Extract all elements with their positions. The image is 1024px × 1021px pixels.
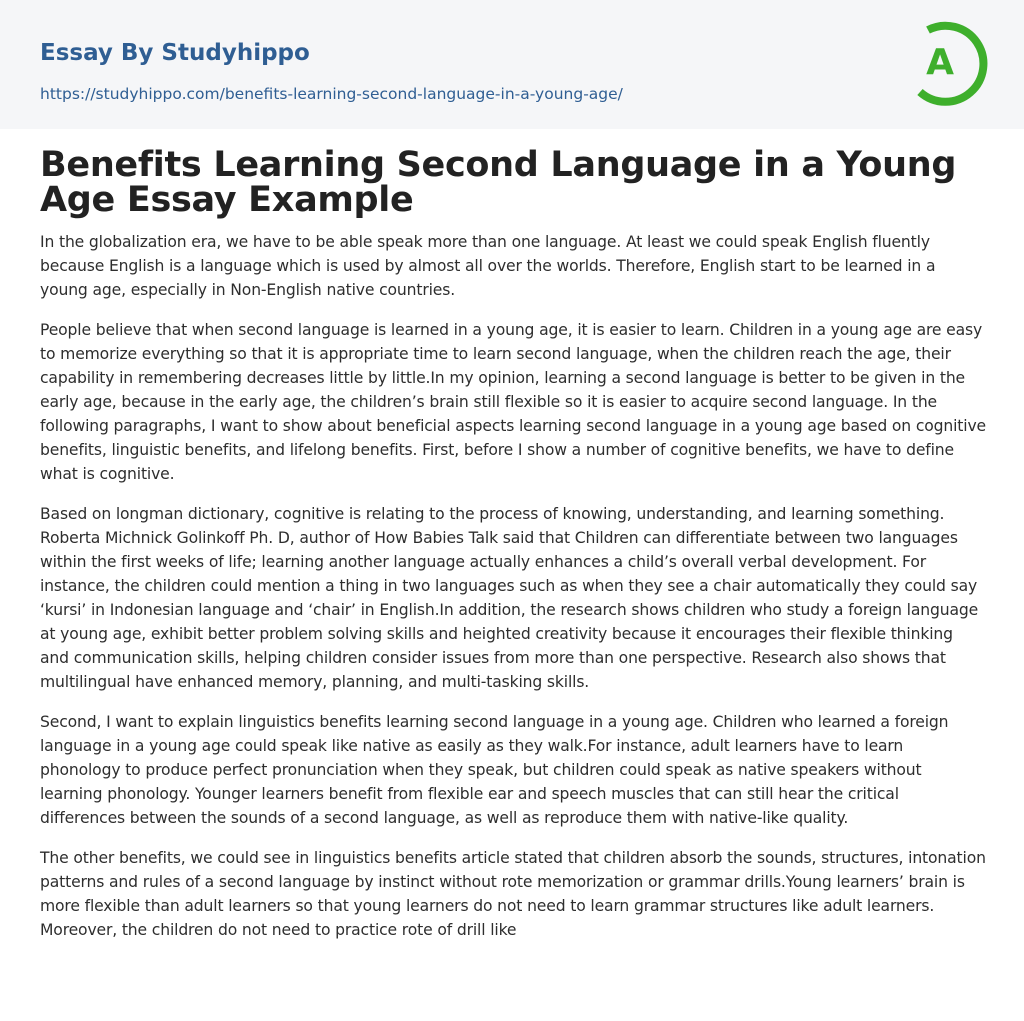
source-url-link[interactable]: https://studyhippo.com/benefits-learning-second-language-in-a-young-age/ — [40, 85, 623, 103]
logo-graphic — [910, 18, 988, 106]
site-header — [0, 0, 1024, 129]
page-title: Benefits Learning Second Language in a Young Age Essay Example — [40, 145, 957, 220]
article-paragraph: Second, I want to explain linguistics benefits learning second language in a young age. Children who learned a foreign language in a young age could speak like native as easily as they walk.For instance, adult learners have to learn phonology to produce perfect pronunciation when they speak, but children could speak as native speakers without learning phonology. Younger learners benefit from flexible ear and speech muscles that can still hear the critical differences between the sounds of a second language, as well as reproduce them with native-like quality. — [40, 713, 949, 827]
logo-letter: A — [926, 42, 954, 83]
article-paragraph: People believe that when second language is learned in a young age, it is easier to learn. Children in a young age are easy to memorize everything so that it is appropriate time to learn second language, when the children reach the age, their capability in remembering decreases little by little.In my opinion, learning a second language is better to be given in the early age, because in the early age, the children’s brain still flexible so it is easier to acquire second language. In the following paragraphs, I want to show about beneficial aspects learning second language in a young age based on cognitive benefits, linguistic benefits, and lifelong benefits. First, before I show a number of cognitive benefits, we have to define what is cognitive. — [40, 321, 986, 483]
studyhippo-logo-icon[interactable] — [910, 18, 988, 106]
article-paragraph: The other benefits, we could see in linguistics benefits article stated that children absorb the sounds, structures, intonation patterns and rules of a second language by instinct without rote memorization or grammar drills.Young learners’ brain is more flexible than adult learners so that young learners do not need to learn grammar structures like adult learners. Moreover, the children do not need to practice rote of drill like — [40, 849, 986, 939]
article-body — [40, 145, 986, 958]
site-title[interactable]: Essay By Studyhippo — [40, 40, 310, 66]
article-paragraph: Based on longman dictionary, cognitive is relating to the process of knowing, understanding, and learning something. Roberta Michnick Golinkoff Ph. D, author of How Babies Talk said that Children can differentiate between two languages within the first weeks of life; learning another language actually enhances a child’s overall verbal development. For instance, the children could mention a thing in two languages such as when they see a chair automatically they could say ‘kursi’ in Indonesian language and ‘chair’ in English.In addition, the research shows children who study a foreign language at young age, exhibit better problem solving skills and heighted creativity because it encourages their flexible thinking and communication skills, helping children consider issues from more than one perspective. Research also shows that multilingual have enhanced memory, planning, and multi-tasking skills. — [40, 505, 979, 691]
article-paragraph: In the globalization era, we have to be able speak more than one language. At least we could speak English fluently because English is a language which is used by almost all over the worlds. Therefore, English start to be learned in a young age, especially in Non-English native countries. — [40, 233, 936, 299]
